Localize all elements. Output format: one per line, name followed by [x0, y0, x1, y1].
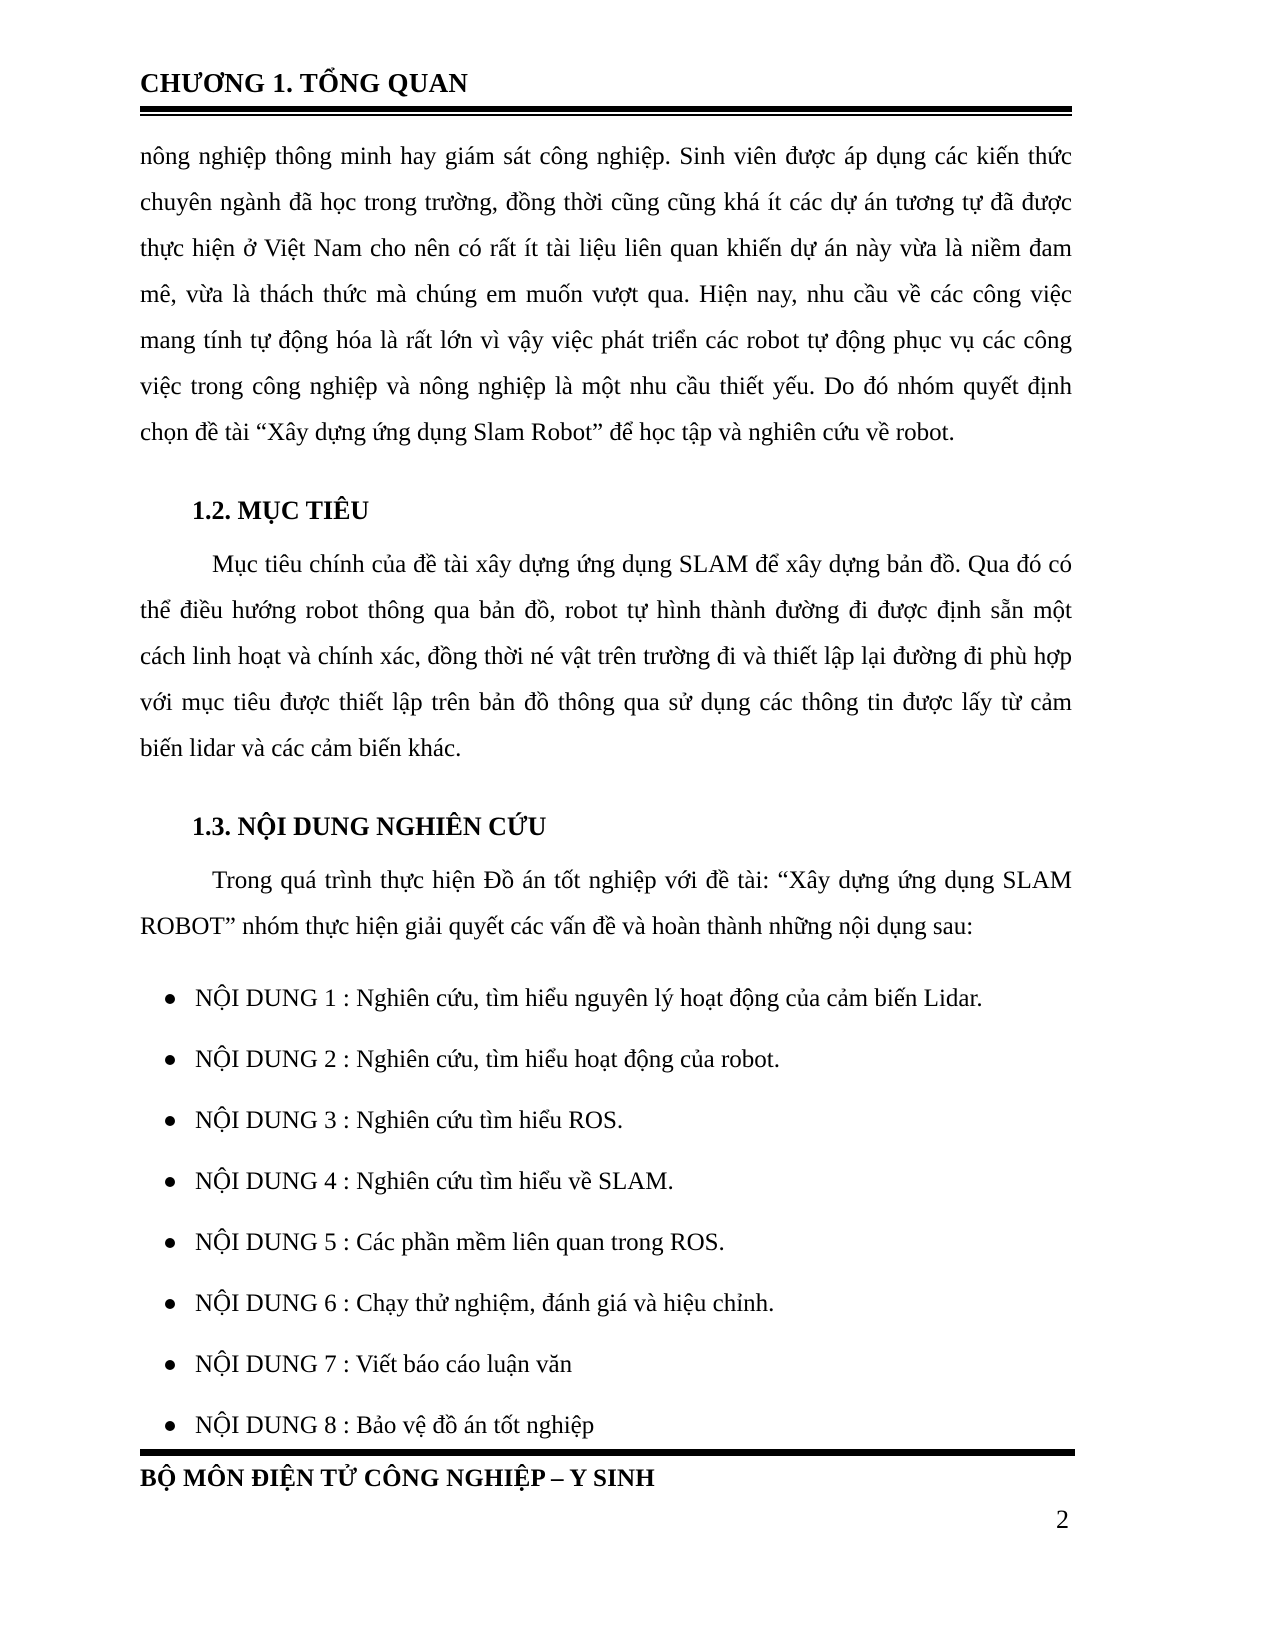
list-item: [140, 1220, 1072, 1266]
list-item: [140, 976, 1072, 1022]
list-item: [140, 1281, 1072, 1327]
bullet-dot-icon: [165, 1360, 175, 1370]
list-item-text: NỘI DUNG 8 : Bảo vệ đồ án tốt nghiệp: [195, 1412, 595, 1439]
footer-department: BỘ MÔN ĐIỆN TỬ CÔNG NGHIỆP – Y SINH: [140, 1465, 655, 1492]
list-item-text: NỘI DUNG 6 : Chạy thử nghiệm, đánh giá và hiệu chỉnh.: [195, 1290, 775, 1317]
list-item-text: NỘI DUNG 7 : Viết báo cáo luận văn: [195, 1351, 573, 1378]
bullet-dot-icon: [165, 1116, 175, 1126]
list-item: [140, 1037, 1072, 1083]
header-rule-thin: [140, 114, 1072, 116]
list-item-text: NỘI DUNG 1 : Nghiên cứu, tìm hiểu nguyên lý hoạt động của cảm biến Lidar.: [195, 985, 983, 1012]
section-heading-1-3: 1.3. NỘI DUNG NGHIÊN CỨU: [192, 812, 547, 841]
list-item: [140, 1098, 1072, 1144]
intro-paragraph: nông nghiệp thông minh hay giám sát công nghiệp. Sinh viên được áp dụng các kiến thức chuyên ngành đã học trong trường, đồng thời cũng cũng khá ít các dự án tương tự đã được thực hiện ở Việt Nam cho nên có rất ít tài liệu liên quan khiến dự án này vừa là niềm đam mê, vừa là thách thức mà chúng em muốn vượt qua. Hiện nay, nhu cầu về các công việc mang tính tự động hóa là rất lớn vì vậy việc phát triển các robot tự động phục vụ các công việc trong công nghiệp và nông nghiệp là một nhu cầu thiết yếu. Do đó nhóm quyết định chọn đề tài “Xây dựng ứng dụng Slam Robot” để học tập và nghiên cứu về robot.: [140, 143, 1072, 446]
list-item-text: NỘI DUNG 4 : Nghiên cứu tìm hiểu về SLAM.: [195, 1168, 674, 1195]
page-header: [140, 66, 1072, 116]
page-content: [140, 66, 1072, 1464]
bullet-dot-icon: [165, 1421, 175, 1431]
bullet-dot-icon: [165, 1177, 175, 1187]
list-item-text: NỘI DUNG 2 : Nghiên cứu, tìm hiểu hoạt động của robot.: [195, 1046, 780, 1073]
section-heading-1-2: 1.2. MỤC TIÊU: [192, 496, 370, 525]
list-item: [140, 1342, 1072, 1388]
bullet-dot-icon: [165, 1299, 175, 1309]
content-bullet-list: [140, 976, 1072, 1449]
list-item: [140, 1159, 1072, 1205]
list-item: [140, 1403, 1072, 1449]
bullet-dot-icon: [165, 1055, 175, 1065]
chapter-title: CHƯƠNG 1. TỔNG QUAN: [140, 68, 469, 98]
section-1-2-paragraph: Mục tiêu chính của đề tài xây dựng ứng dụng SLAM để xây dựng bản đồ. Qua đó có thể điều hướng robot thông qua bản đồ, robot tự hình thành đường đi được định sẵn một cách linh hoạt và chính xác, đồng thời né vật trên trường đi và thiết lập lại đường đi phù hợp với mục tiêu được thiết lập trên bản đồ thông qua sử dụng các thông tin được lấy từ cảm biến lidar và các cảm biến khác.: [140, 551, 1072, 762]
page-number: 2: [1056, 1505, 1069, 1534]
bullet-dot-icon: [165, 1238, 175, 1248]
page-footer: [140, 1449, 1075, 1535]
footer-rule: [140, 1449, 1075, 1456]
header-rule-thick: [140, 106, 1072, 112]
section-1-3-paragraph: Trong quá trình thực hiện Đồ án tốt nghiệp với đề tài: “Xây dựng ứng dụng SLAM ROBOT” nhóm thực hiện giải quyết các vấn đề và hoàn thành những nội dụng sau:: [140, 867, 1072, 940]
list-item-text: NỘI DUNG 3 : Nghiên cứu tìm hiểu ROS.: [195, 1107, 624, 1134]
list-item-text: NỘI DUNG 5 : Các phần mềm liên quan trong ROS.: [195, 1229, 725, 1256]
bullet-dot-icon: [165, 994, 175, 1004]
